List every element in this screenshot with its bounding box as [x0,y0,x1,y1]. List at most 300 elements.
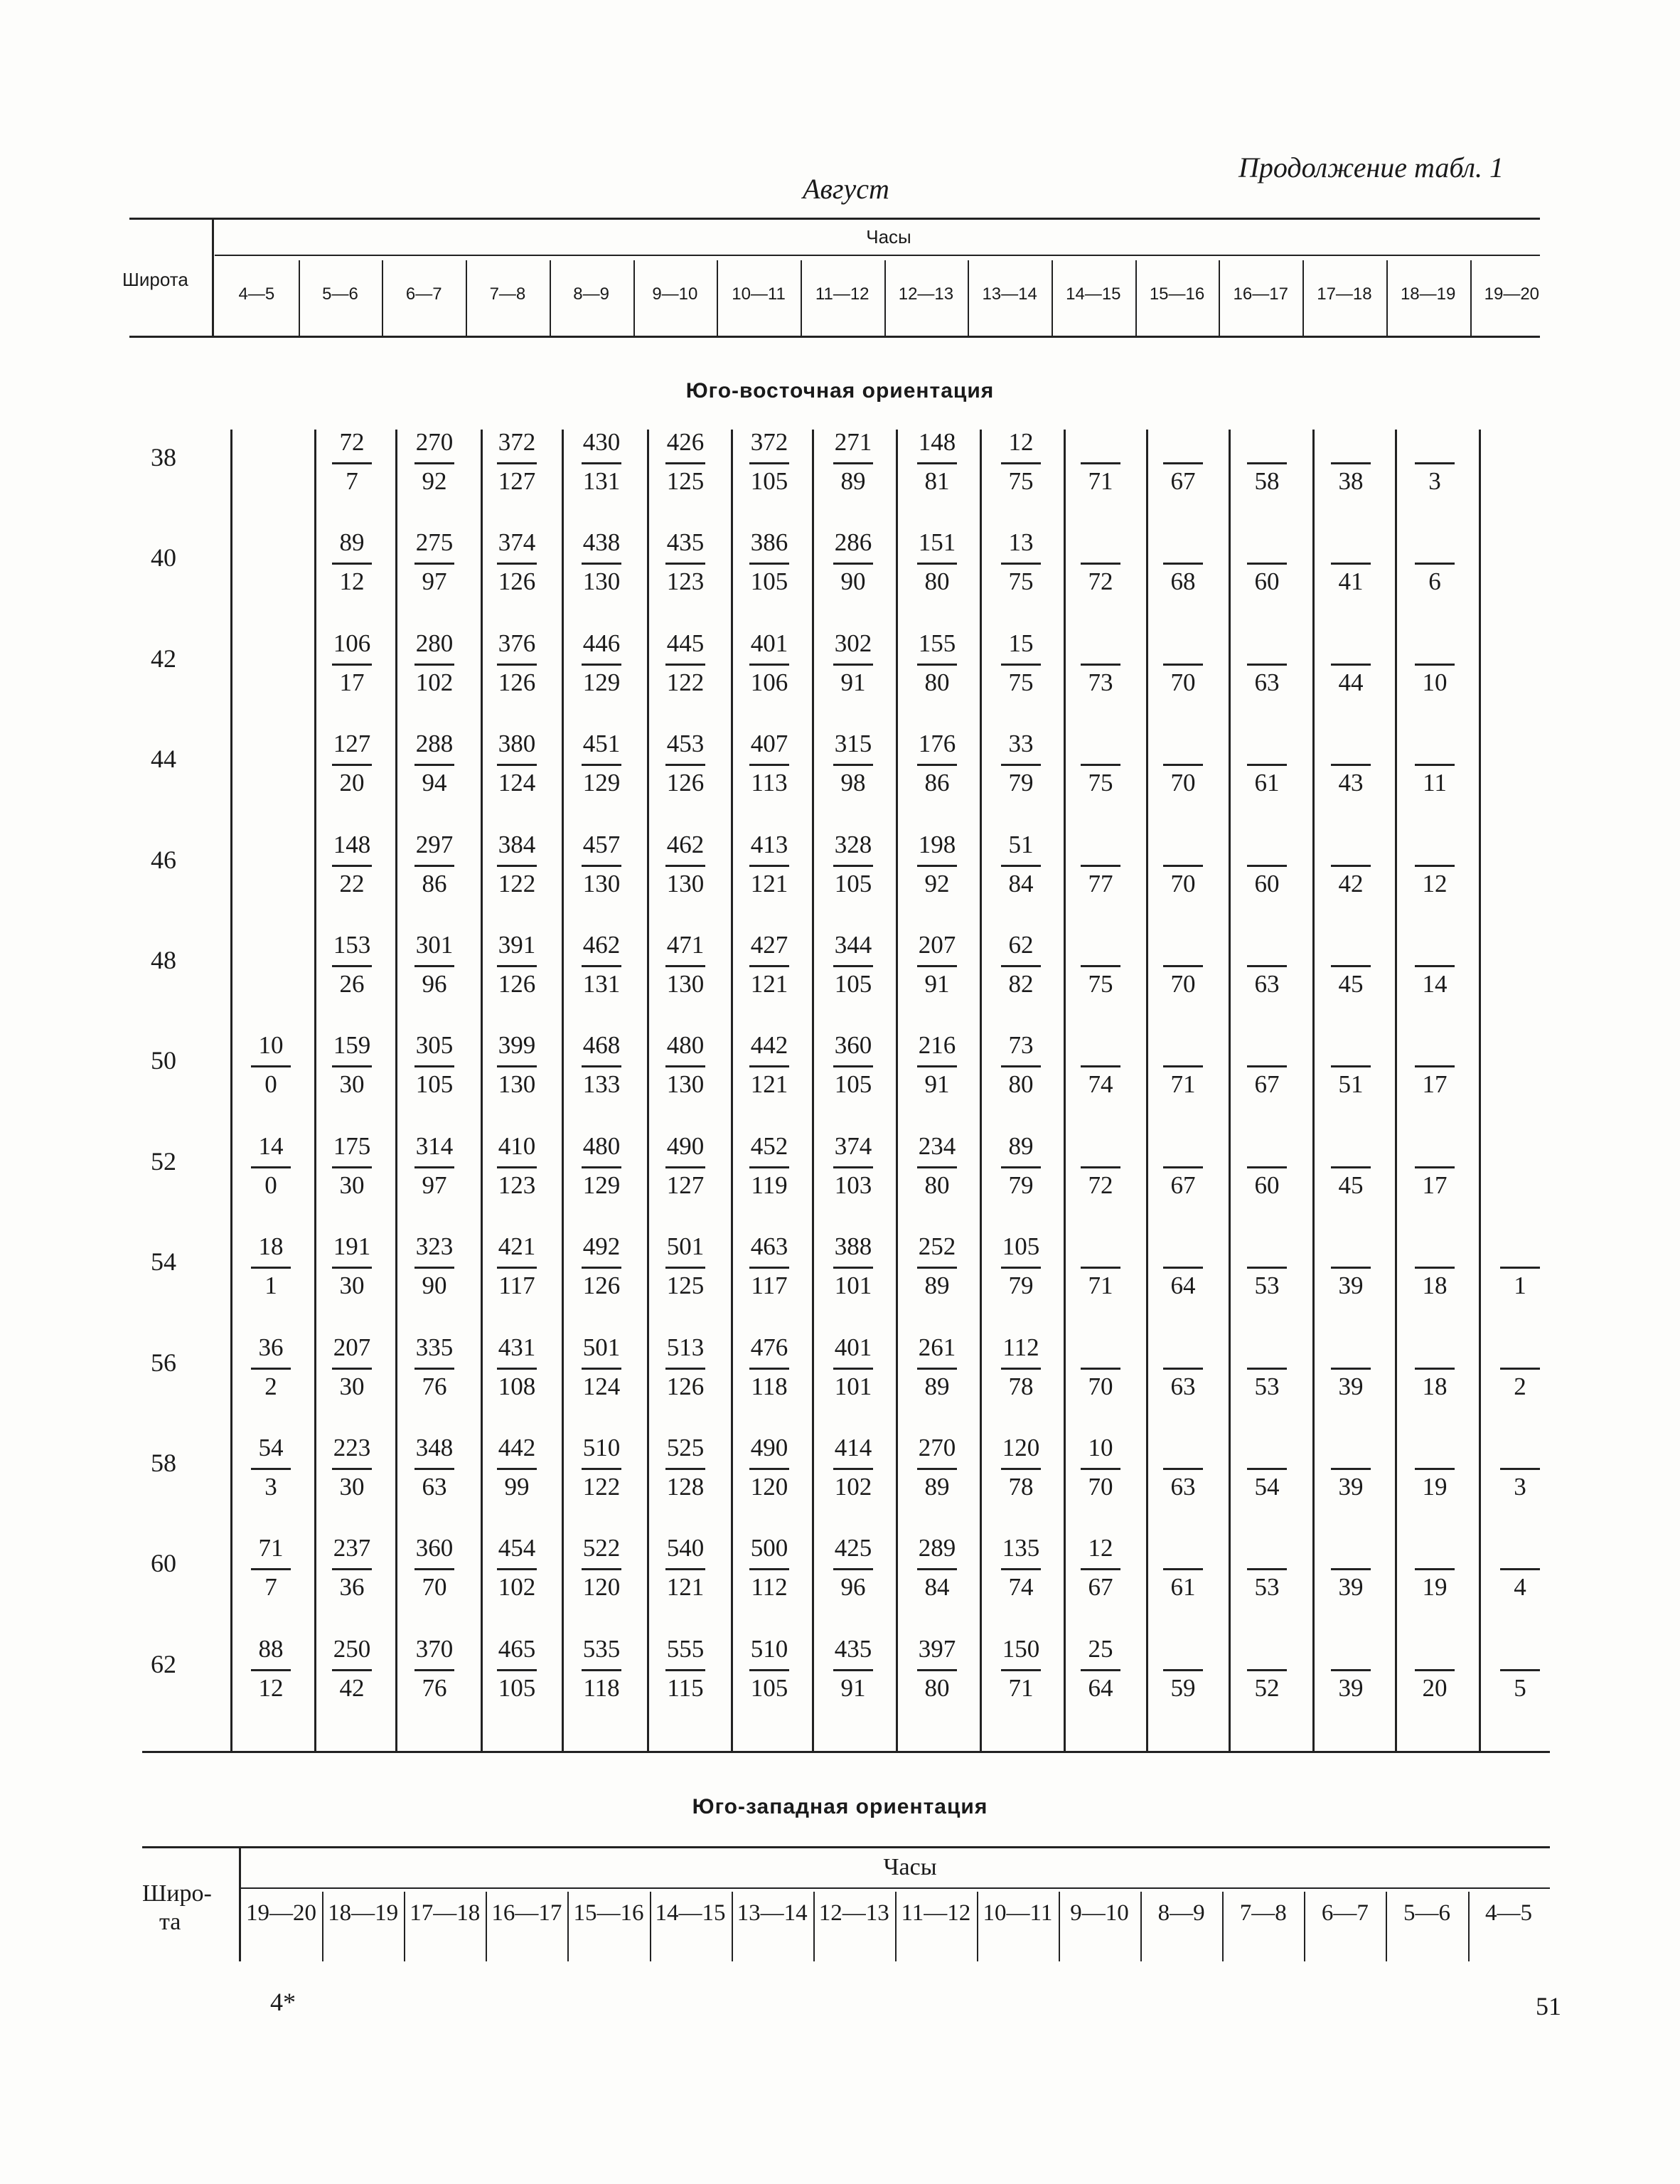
diffuse-radiation: 126 [582,1272,621,1300]
direct-radiation: 270 [918,1434,956,1461]
radiation-fraction [1488,1234,1552,1298]
hour-header-divider [968,260,969,336]
radiation-fraction [737,1435,801,1499]
southwest-title: Юго-западная ориентация [692,1795,988,1818]
direct-radiation: 54 [258,1434,284,1461]
radiation-fraction [1403,430,1467,494]
direct-radiation: 453 [666,730,705,758]
diffuse-radiation: 67 [1088,1573,1113,1602]
diffuse-radiation: 70 [422,1573,447,1602]
radiation-fraction [485,530,549,594]
radiation-fraction [905,430,969,494]
diffuse-radiation: 119 [751,1171,788,1199]
radiation-fraction [653,832,717,896]
radiation-fraction [821,731,885,795]
radiation-fraction [1403,1234,1467,1298]
fraction-bar [1081,764,1120,766]
direct-radiation: 500 [750,1534,788,1562]
latitude-value: 46 [151,845,176,874]
direct-radiation: 315 [834,730,872,758]
direct-radiation-dash [1319,530,1383,560]
radiation-fraction [737,1335,801,1399]
fraction-bar [1247,664,1287,666]
diffuse-radiation: 80 [1008,1070,1034,1099]
diffuse-radiation: 79 [1008,1272,1034,1300]
hour-header-divider [382,260,383,336]
radiation-fraction [402,1234,466,1298]
radiation-fraction [485,1636,549,1700]
signature-mark: 4* [270,1988,296,2016]
diffuse-radiation: 105 [834,1070,872,1099]
diffuse-radiation: 120 [750,1473,788,1501]
radiation-fraction [239,1033,303,1097]
fraction-bar [582,1368,621,1370]
direct-radiation-dash [1319,832,1383,862]
hour-header-divider [1135,260,1137,336]
hour-header-cell: 6—7 [405,284,442,304]
fraction-bar [332,1267,372,1269]
fraction-bar [582,664,621,666]
diffuse-radiation: 89 [924,1272,950,1300]
radiation-fraction [1069,430,1133,494]
sw-hour-divider [567,1892,569,1961]
diffuse-radiation: 96 [422,970,447,998]
month-title: Август [803,173,889,205]
diffuse-radiation: 43 [1338,769,1364,797]
fraction-bar [1163,1468,1203,1470]
sw-hours-header: Часы [883,1854,937,1880]
fraction-bar [917,764,957,766]
direct-radiation: 492 [582,1232,621,1261]
radiation-fraction [569,430,633,494]
sw-hour-header-cell: 10—11 [983,1900,1053,1926]
diffuse-radiation: 3 [1428,467,1441,495]
column-divider [1064,430,1066,1753]
radiation-fraction [1319,1435,1383,1499]
direct-radiation-dash [1151,832,1215,862]
direct-radiation: 175 [333,1131,371,1160]
radiation-fraction [821,631,885,695]
radiation-fraction [569,530,633,594]
hour-header-divider [1470,260,1472,336]
fraction-bar [665,1065,705,1067]
diffuse-radiation: 0 [264,1171,277,1199]
latitude-value: 48 [151,946,176,974]
column-divider [980,430,982,1753]
radiation-fraction [989,1534,1053,1602]
direct-radiation: 207 [918,931,956,959]
fraction-bar [665,1166,705,1168]
fraction-bar [917,865,957,867]
hours-header: Часы [866,226,911,247]
radiation-fraction [905,932,969,996]
radiation-fraction [1069,731,1133,795]
radiation-fraction [569,932,633,996]
diffuse-radiation: 129 [582,668,621,696]
direct-radiation: 105 [1002,1232,1040,1261]
southeast-bottom-rule [142,1751,1550,1753]
fraction-bar [1081,1468,1120,1470]
direct-radiation-dash [1235,530,1299,560]
fraction-bar [1331,1468,1371,1470]
radiation-fraction [485,1435,549,1499]
direct-radiation-dash [1319,1234,1383,1264]
fraction-bar [1081,965,1120,967]
fraction-bar [1163,1568,1203,1570]
direct-radiation: 490 [750,1434,788,1461]
fraction-bar [251,1267,291,1269]
diffuse-radiation: 63 [422,1473,447,1501]
fraction-bar [1415,1065,1455,1067]
direct-radiation-dash [1403,631,1467,661]
radiation-fraction [737,932,801,996]
direct-radiation: 510 [582,1434,621,1461]
fraction-bar [414,563,454,565]
direct-radiation-dash [1235,1435,1299,1465]
radiation-fraction [1235,1535,1299,1602]
radiation-fraction [402,832,466,896]
direct-radiation-dash [1151,631,1215,661]
direct-radiation-dash [1488,1636,1552,1666]
radiation-fraction [1069,1234,1133,1298]
diffuse-radiation: 0 [264,1070,277,1099]
diffuse-radiation: 12 [258,1673,284,1702]
radiation-fraction [1319,631,1383,695]
fraction-bar [1415,1568,1455,1570]
direct-radiation-dash [1319,430,1383,459]
diffuse-radiation: 42 [1338,869,1364,897]
sw-hour-header-cell: 8—9 [1157,1900,1205,1926]
direct-radiation: 540 [666,1534,705,1562]
direct-radiation: 525 [666,1434,705,1461]
diffuse-radiation: 30 [339,1473,365,1501]
fraction-bar [1247,965,1287,967]
radiation-fraction [1069,631,1133,695]
direct-radiation: 370 [415,1634,454,1663]
radiation-fraction [1488,1535,1552,1602]
diffuse-radiation: 52 [1254,1673,1280,1702]
direct-radiation-dash [1488,1234,1552,1264]
direct-radiation: 148 [918,428,956,456]
radiation-fraction [569,832,633,896]
direct-radiation-dash [1151,1535,1215,1565]
diffuse-radiation: 76 [422,1372,447,1400]
radiation-fraction [1151,832,1215,896]
direct-radiation: 153 [333,931,371,959]
direct-radiation-dash [1235,1234,1299,1264]
direct-radiation: 510 [750,1634,788,1663]
radiation-fraction [569,1033,633,1097]
fraction-bar [749,1468,789,1470]
fraction-bar [833,462,873,464]
radiation-fraction [1069,530,1133,594]
sw-hour-divider [1468,1892,1470,1961]
fraction-bar [1415,1166,1455,1168]
radiation-fraction [1488,1636,1552,1700]
direct-radiation: 374 [498,528,536,557]
radiation-fraction [653,1033,717,1097]
column-divider [896,430,898,1753]
fraction-bar [251,1568,291,1570]
fraction-bar [497,1568,537,1570]
sw-hour-divider [1059,1892,1060,1961]
direct-radiation: 159 [333,1031,371,1060]
radiation-fraction [485,932,549,996]
diffuse-radiation: 117 [751,1272,788,1300]
fraction-bar [332,462,372,464]
header-top-rule [129,218,1540,220]
radiation-fraction [905,1534,969,1602]
direct-radiation-dash [1235,430,1299,459]
diffuse-radiation: 1 [264,1272,277,1300]
diffuse-radiation: 96 [840,1573,866,1602]
latitude-value: 40 [151,543,176,572]
sw-hour-header-cell: 11—12 [901,1900,971,1926]
fraction-bar [917,1368,957,1370]
diffuse-radiation: 122 [498,869,536,897]
direct-radiation: 88 [258,1634,284,1663]
diffuse-radiation: 129 [582,1171,621,1199]
diffuse-radiation: 53 [1254,1272,1280,1300]
latitude-value: 62 [151,1649,176,1678]
diffuse-radiation: 44 [1338,668,1364,696]
radiation-fraction [737,832,801,896]
direct-radiation-dash [1319,1636,1383,1666]
direct-radiation: 14 [258,1131,284,1160]
radiation-fraction [239,1131,303,1199]
latitude-value: 38 [151,443,176,472]
fraction-bar [1001,1267,1041,1269]
fraction-bar [1247,865,1287,867]
fraction-bar [749,965,789,967]
direct-radiation: 401 [834,1333,872,1361]
direct-radiation: 468 [582,1031,621,1060]
fraction-bar [332,1166,372,1168]
radiation-fraction [402,530,466,594]
radiation-fraction [1488,1435,1552,1499]
diffuse-radiation: 79 [1008,769,1034,797]
fraction-bar [749,1368,789,1370]
radiation-fraction [569,1636,633,1700]
fraction-bar [665,1468,705,1470]
direct-radiation: 462 [666,830,705,858]
fraction-bar [1500,1267,1540,1269]
radiation-fraction [989,1435,1053,1499]
radiation-fraction [485,631,549,695]
fraction-bar [833,764,873,766]
direct-radiation-dash [1488,1335,1552,1365]
radiation-fraction [1319,1335,1383,1399]
diffuse-radiation: 126 [666,769,705,797]
direct-radiation-dash [1403,1636,1467,1666]
sw-hour-divider [1304,1892,1305,1961]
radiation-fraction [989,631,1053,695]
direct-radiation: 73 [1008,1031,1034,1060]
radiation-fraction [1403,1033,1467,1097]
radiation-fraction [1235,731,1299,795]
diffuse-radiation: 72 [1088,1171,1113,1199]
direct-radiation-dash [1069,1033,1133,1062]
direct-radiation: 513 [666,1333,705,1361]
radiation-fraction [1319,1134,1383,1198]
radiation-fraction [989,1131,1053,1199]
radiation-fraction [569,1435,633,1499]
diffuse-radiation: 64 [1088,1673,1113,1702]
diffuse-radiation: 115 [667,1673,704,1702]
diffuse-radiation: 17 [1422,1171,1448,1199]
diffuse-radiation: 60 [1254,869,1280,897]
hour-header-divider [299,260,300,336]
fraction-bar [1415,563,1455,565]
diffuse-radiation: 30 [339,1171,365,1199]
radiation-fraction [485,1033,549,1097]
direct-radiation: 289 [918,1534,956,1562]
direct-radiation: 360 [415,1534,454,1562]
fraction-bar [582,1468,621,1470]
direct-radiation: 151 [918,528,956,557]
fraction-bar [1247,1368,1287,1370]
fraction-bar [414,1568,454,1570]
fraction-bar [1001,1166,1041,1168]
direct-radiation: 72 [339,428,365,456]
diffuse-radiation: 105 [415,1070,454,1099]
radiation-fraction [1151,731,1215,795]
hour-header-cell: 18—19 [1400,284,1456,304]
diffuse-radiation: 67 [1170,1171,1196,1199]
diffuse-radiation: 99 [504,1473,530,1501]
diffuse-radiation: 122 [582,1473,621,1501]
diffuse-radiation: 68 [1170,568,1196,596]
column-divider [230,430,232,1753]
direct-radiation-dash [1151,430,1215,459]
latitude-value: 56 [151,1348,176,1377]
hour-header-cell: 5—6 [322,284,358,304]
latitude-value: 52 [151,1146,176,1176]
diffuse-radiation: 105 [498,1673,536,1702]
fraction-bar [917,1468,957,1470]
direct-radiation: 397 [918,1634,956,1663]
diffuse-radiation: 91 [840,1673,866,1702]
diffuse-radiation: 71 [1170,1070,1196,1099]
diffuse-radiation: 75 [1008,568,1034,596]
direct-radiation: 391 [498,931,536,959]
diffuse-radiation: 54 [1254,1473,1280,1501]
diffuse-radiation: 71 [1088,1272,1113,1300]
diffuse-radiation: 61 [1170,1573,1196,1602]
diffuse-radiation: 122 [666,668,705,696]
hour-header-divider [633,260,635,336]
fraction-bar [332,865,372,867]
latitude-value: 54 [151,1247,176,1277]
fraction-bar [833,1065,873,1067]
radiation-fraction [989,430,1053,494]
direct-radiation: 490 [666,1131,705,1160]
radiation-fraction [821,1534,885,1602]
direct-radiation: 401 [750,629,788,657]
diffuse-radiation: 53 [1254,1573,1280,1602]
direct-radiation: 376 [498,629,536,657]
direct-radiation: 261 [918,1333,956,1361]
fraction-bar [917,1568,957,1570]
fraction-bar [1247,764,1287,766]
diffuse-radiation: 73 [1088,668,1113,696]
diffuse-radiation: 3 [264,1473,277,1501]
fraction-bar [1001,965,1041,967]
diffuse-radiation: 106 [750,668,788,696]
radiation-fraction [485,430,549,494]
sw-hour-divider [895,1892,897,1961]
fraction-bar [1163,764,1203,766]
fraction-bar [1415,664,1455,666]
radiation-fraction [569,1131,633,1199]
diffuse-radiation: 53 [1254,1372,1280,1400]
direct-radiation: 451 [582,730,621,758]
fraction-bar [1415,1267,1455,1269]
fraction-bar [749,563,789,565]
direct-radiation-dash [1403,1134,1467,1163]
southeast-title: Юго-восточная ориентация [685,379,995,403]
diffuse-radiation: 80 [924,1673,950,1702]
radiation-fraction [653,1335,717,1399]
radiation-fraction [1319,430,1383,494]
fraction-bar [1500,1669,1540,1671]
direct-radiation-dash [1319,731,1383,761]
direct-radiation: 438 [582,528,621,557]
fraction-bar [414,1468,454,1470]
fraction-bar [1001,664,1041,666]
diffuse-radiation: 70 [1170,869,1196,897]
fraction-bar [665,764,705,766]
direct-radiation-dash [1403,530,1467,560]
radiation-fraction [905,731,969,795]
radiation-fraction [737,1131,801,1199]
diffuse-radiation: 26 [339,970,365,998]
radiation-fraction [239,1234,303,1298]
radiation-fraction [1151,631,1215,695]
diffuse-radiation: 39 [1338,1372,1364,1400]
radiation-fraction [239,1335,303,1399]
radiation-fraction [1151,1033,1215,1097]
fraction-bar [749,1669,789,1671]
direct-radiation: 25 [1088,1634,1113,1663]
direct-radiation: 305 [415,1031,454,1060]
direct-radiation: 421 [498,1232,536,1261]
radiation-fraction [402,631,466,695]
fraction-bar [1163,965,1203,967]
diffuse-radiation: 63 [1254,668,1280,696]
fraction-bar [749,865,789,867]
sw-latitude-header [142,1880,212,1937]
diffuse-radiation: 90 [840,568,866,596]
diffuse-radiation: 19 [1422,1473,1448,1501]
fraction-bar [1001,462,1041,464]
radiation-fraction [1235,530,1299,594]
fraction-bar [1331,865,1371,867]
radiation-fraction [1403,1335,1467,1399]
latitude-value: 60 [151,1549,176,1578]
fraction-bar [1163,563,1203,565]
fraction-bar [1163,1267,1203,1269]
direct-radiation: 535 [582,1634,621,1663]
latitude-value: 58 [151,1449,176,1477]
sw-hour-header-cell: 7—8 [1239,1900,1287,1926]
diffuse-radiation: 17 [339,668,365,696]
radiation-fraction [1069,1435,1133,1499]
fraction-bar [582,1166,621,1168]
header-hours-rule [215,255,1540,256]
sw-hour-divider [1386,1892,1387,1961]
radiation-fraction [239,1435,303,1499]
